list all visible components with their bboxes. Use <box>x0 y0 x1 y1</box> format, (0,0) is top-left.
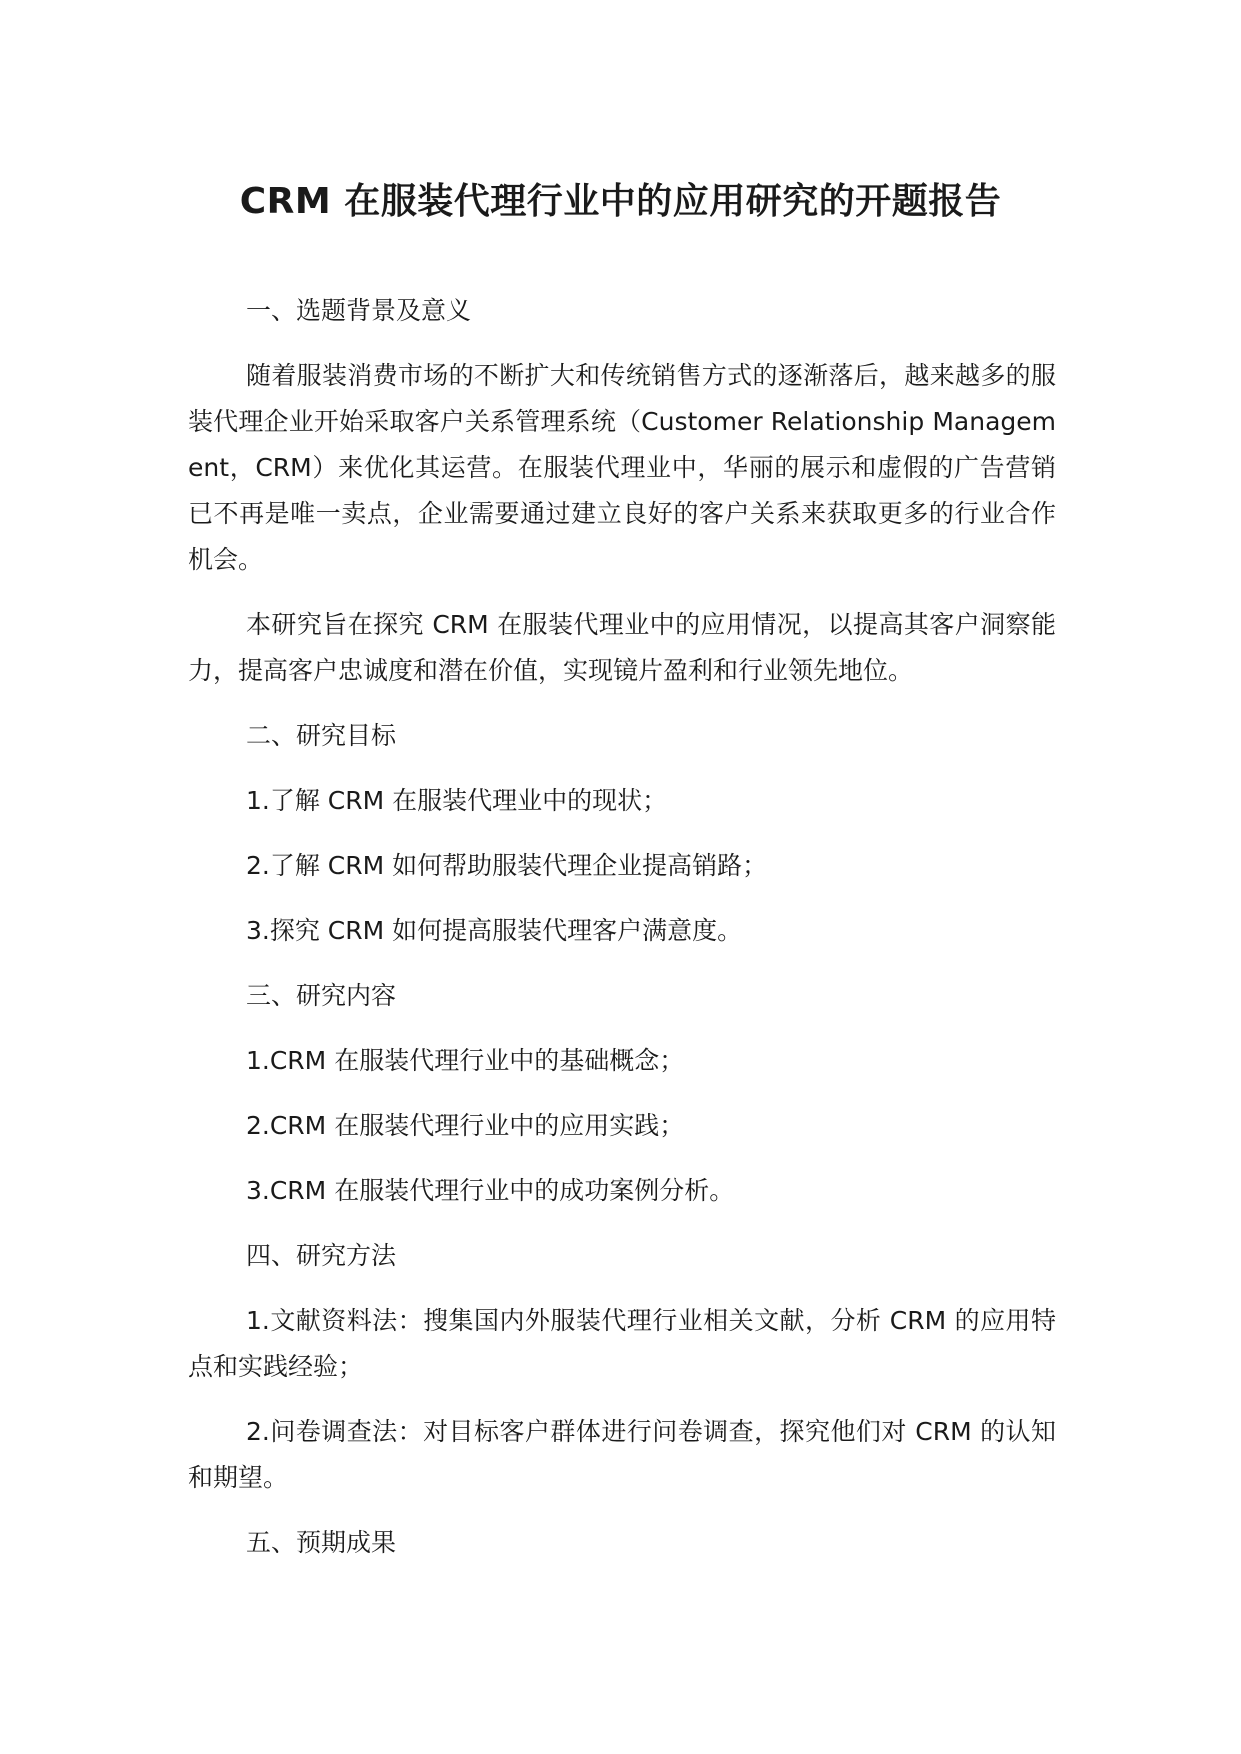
list-item: 2.了解 CRM 如何帮助服装代理企业提高销路； <box>246 851 768 880</box>
document-body <box>188 288 1056 1585</box>
section-heading-expected-results: 五、预期成果 <box>246 1528 397 1557</box>
paragraph-background: 随着服装消费市场的不断扩大和传统销售方式的逐渐落后，越来越多的服装代理企业开始采取客户关系管理系统（Customer Relationship Management，CRM）来优化其运营。在服装代理业中，华丽的展示和虚假的广告营销已不再是唯一卖点，企业需要通过建立良好的客户关系来获取更多的行业合作机会。 <box>188 361 1056 574</box>
document-title: CRM 在服装代理行业中的应用研究的开题报告 <box>239 181 1002 222</box>
list-item: 1.CRM 在服装代理行业中的基础概念； <box>246 1046 685 1075</box>
list-item: 1.文献资料法：搜集国内外服装代理行业相关文献，分析 CRM 的应用特点和实践经验； <box>188 1306 1056 1381</box>
list-item: 3.探究 CRM 如何提高服装代理客户满意度。 <box>246 916 743 945</box>
section-heading-methods: 四、研究方法 <box>246 1241 397 1270</box>
list-item: 3.CRM 在服装代理行业中的成功案例分析。 <box>246 1176 735 1205</box>
section-heading-content: 三、研究内容 <box>246 981 397 1010</box>
paragraph-purpose: 本研究旨在探究 CRM 在服装代理业中的应用情况，以提高其客户洞察能力，提高客户忠诚度和潜在价值，实现镜片盈利和行业领先地位。 <box>188 610 1056 685</box>
section-heading-objectives: 二、研究目标 <box>246 721 397 750</box>
list-item: 2.问卷调查法：对目标客户群体进行问卷调查，探究他们对 CRM 的认知和期望。 <box>188 1417 1056 1492</box>
list-item: 2.CRM 在服装代理行业中的应用实践； <box>246 1111 685 1140</box>
list-item: 1.了解 CRM 在服装代理业中的现状； <box>246 786 668 815</box>
section-heading-background: 一、选题背景及意义 <box>246 296 472 325</box>
